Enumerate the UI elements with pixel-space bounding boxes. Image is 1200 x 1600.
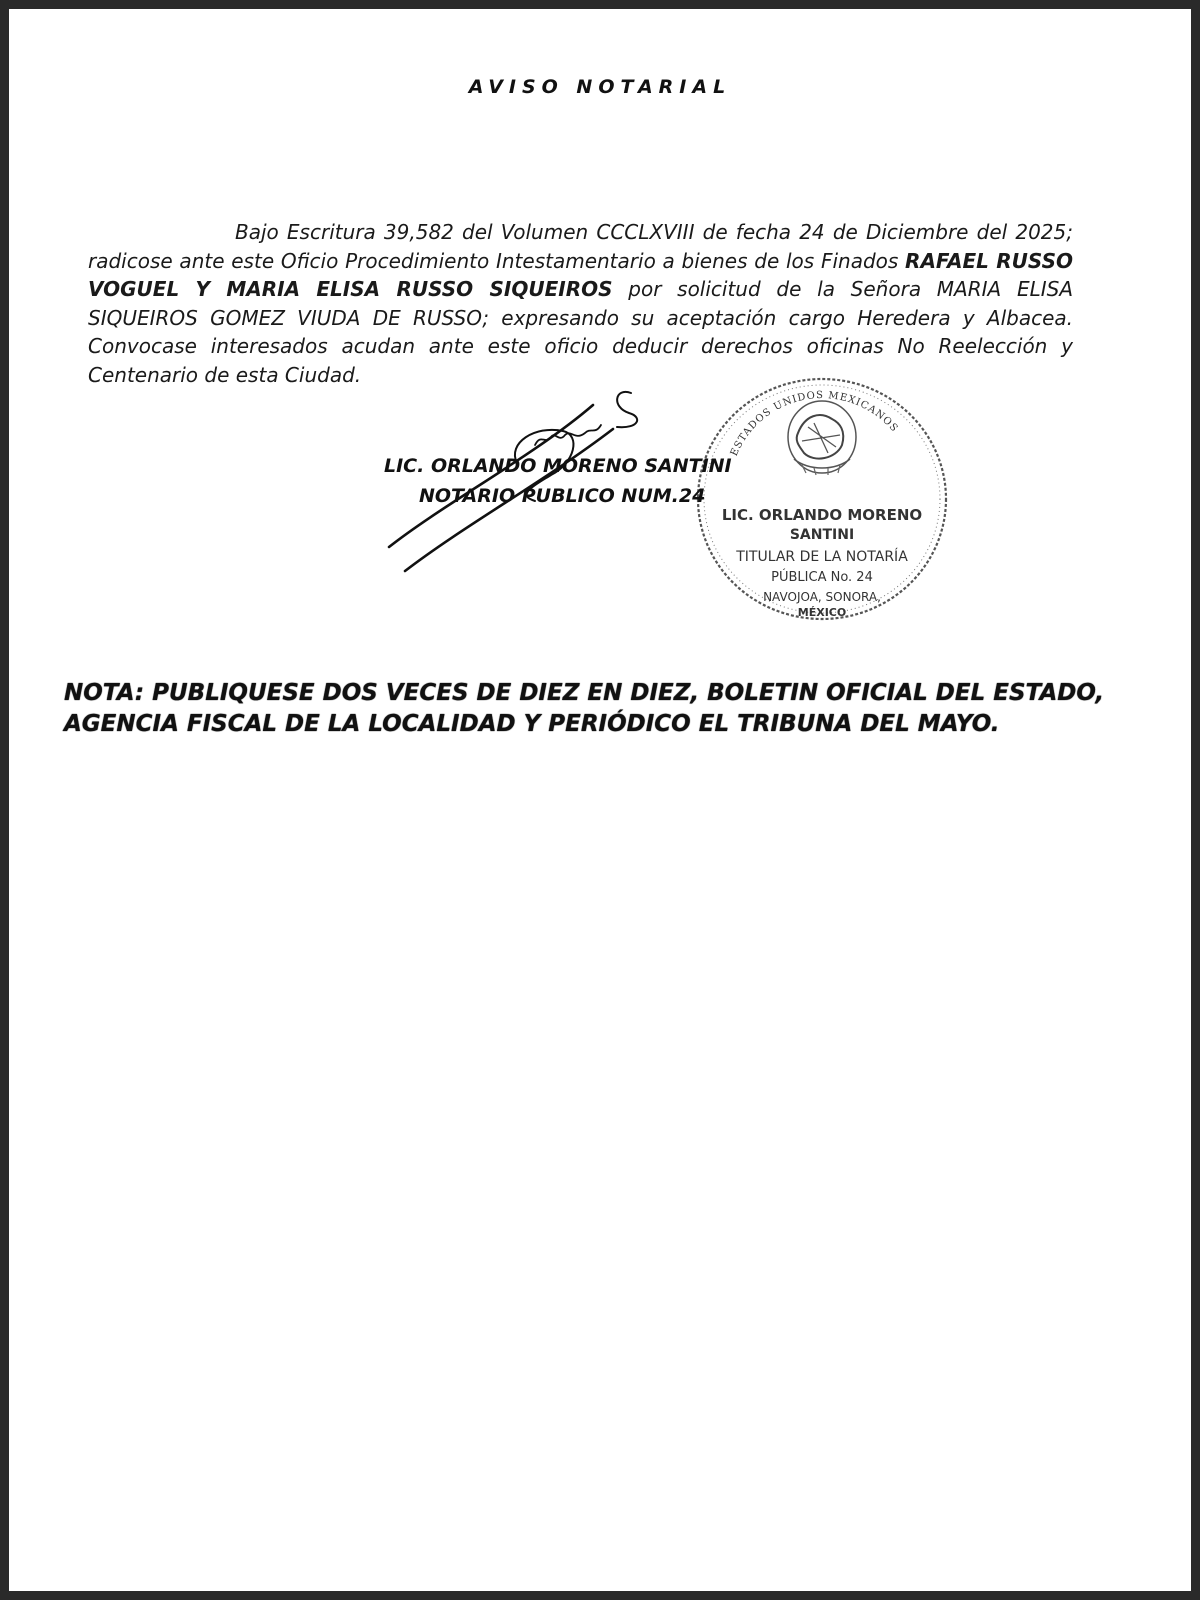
eagle-emblem-icon [788,401,856,475]
body-intro: Bajo Escritura 39,582 del Volumen CCCLXVIII de fecha 24 de Diciembre del 2025; radicose ante este Oficio Procedimiento Intestamentario a bienes de los Finados [88,220,1073,273]
body-rest: por solicitud de la Señora MARIA ELISA SIQUEIROS GOMEZ VIUDA DE RUSSO; expresando su aceptación cargo Heredera y Albacea. Convocase interesados acudan ante este oficio deducir derechos oficinas No Reelección y Centenario de esta Ciudad. [88,277,1074,387]
seal-arc-text: ESTADOS UNIDOS MEXICANOS [728,390,901,458]
deceased-names: RAFAEL RUSSO VOGUEL Y MARIA ELISA RUSSO SIQUEIROS [88,248,1073,301]
publication-note: NOTA: PUBLIQUESE DOS VECES DE DIEZ EN DIEZ, BOLETIN OFICIAL DEL ESTADO, AGENCIA FISCAL DE LA LOCALIDAD Y PERIÓDICO EL TRIBUNA DEL MAYO. [64,680,1105,737]
notice-body [88,218,1073,389]
seal-notary-name: LIC. ORLANDO MORENO [721,506,923,524]
document-title: AVISO NOTARIAL [468,76,732,98]
handwritten-signature [385,385,675,585]
seal-country: MÉXICO [797,606,847,619]
notary-position: NOTARIO PUBLICO NUM.24 [419,485,706,507]
seal-title: TITULAR DE LA NOTARÍA [736,549,908,565]
notary-name: LIC. ORLANDO MORENO SANTINI [384,455,732,477]
notary-seal [690,375,954,625]
seal-city: NAVOJOA, SONORA, [763,590,881,604]
seal-notary-surname: SANTINI [789,527,855,543]
seal-notary-number: PÚBLICA No. 24 [771,570,873,585]
